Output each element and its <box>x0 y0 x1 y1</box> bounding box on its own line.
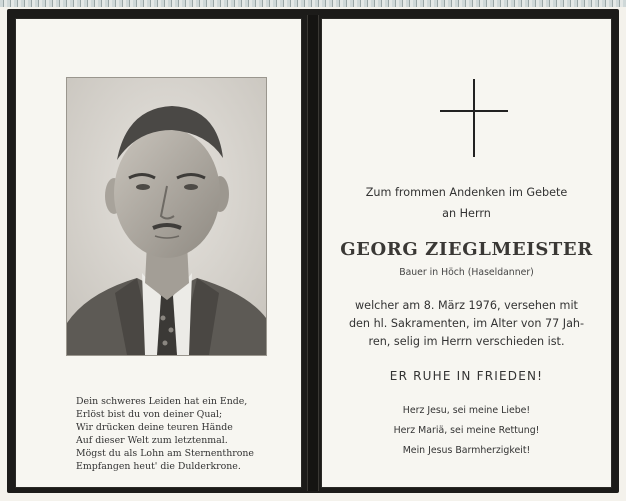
death-notice-line: ren, selig im Herrn verschieden ist. <box>368 335 565 348</box>
prayer-line: Herz Mariä, sei meine Rettung! <box>393 425 540 436</box>
scan-edge-strip <box>0 0 626 7</box>
prayer-line: Mein Jesus Barmherzigkeit! <box>402 445 531 456</box>
memorial-card <box>7 9 619 493</box>
card-fold <box>307 15 319 491</box>
intro-line: an Herrn <box>442 207 491 220</box>
occupation: Bauer in Höch (Haseldanner) <box>399 267 534 278</box>
portrait-photo <box>66 77 267 356</box>
death-notice-line: welcher am 8. März 1976, versehen mit <box>355 299 578 312</box>
deceased-name: GEORG ZIEGLMEISTER <box>340 239 593 260</box>
intro-line: Zum frommen Andenken im Gebete <box>365 186 568 199</box>
poem-line: Auf dieser Welt zum letztenmal. <box>76 435 228 447</box>
poem-line: Dein schweres Leiden hat ein Ende, <box>76 396 248 407</box>
left-panel <box>15 18 302 488</box>
memorial-poem <box>76 395 276 474</box>
right-panel <box>321 18 612 488</box>
death-notice-line: den hl. Sakramenten, im Alter von 77 Jah- <box>348 317 585 330</box>
poem-line: Mögst du als Lohn am Sternenthrone <box>76 448 254 460</box>
poem-line: Wir drücken deine teuren Hände <box>76 422 233 434</box>
prayer-line: Herz Jesu, sei meine Liebe! <box>402 405 531 416</box>
rest-in-peace: ER RUHE IN FRIEDEN! <box>389 369 544 383</box>
poem-line: Empfangen heut' die Dulderkrone. <box>76 461 241 473</box>
cross-bar-vertical <box>473 79 475 157</box>
poem-line: Erlöst bist du von deiner Qual; <box>76 409 223 421</box>
